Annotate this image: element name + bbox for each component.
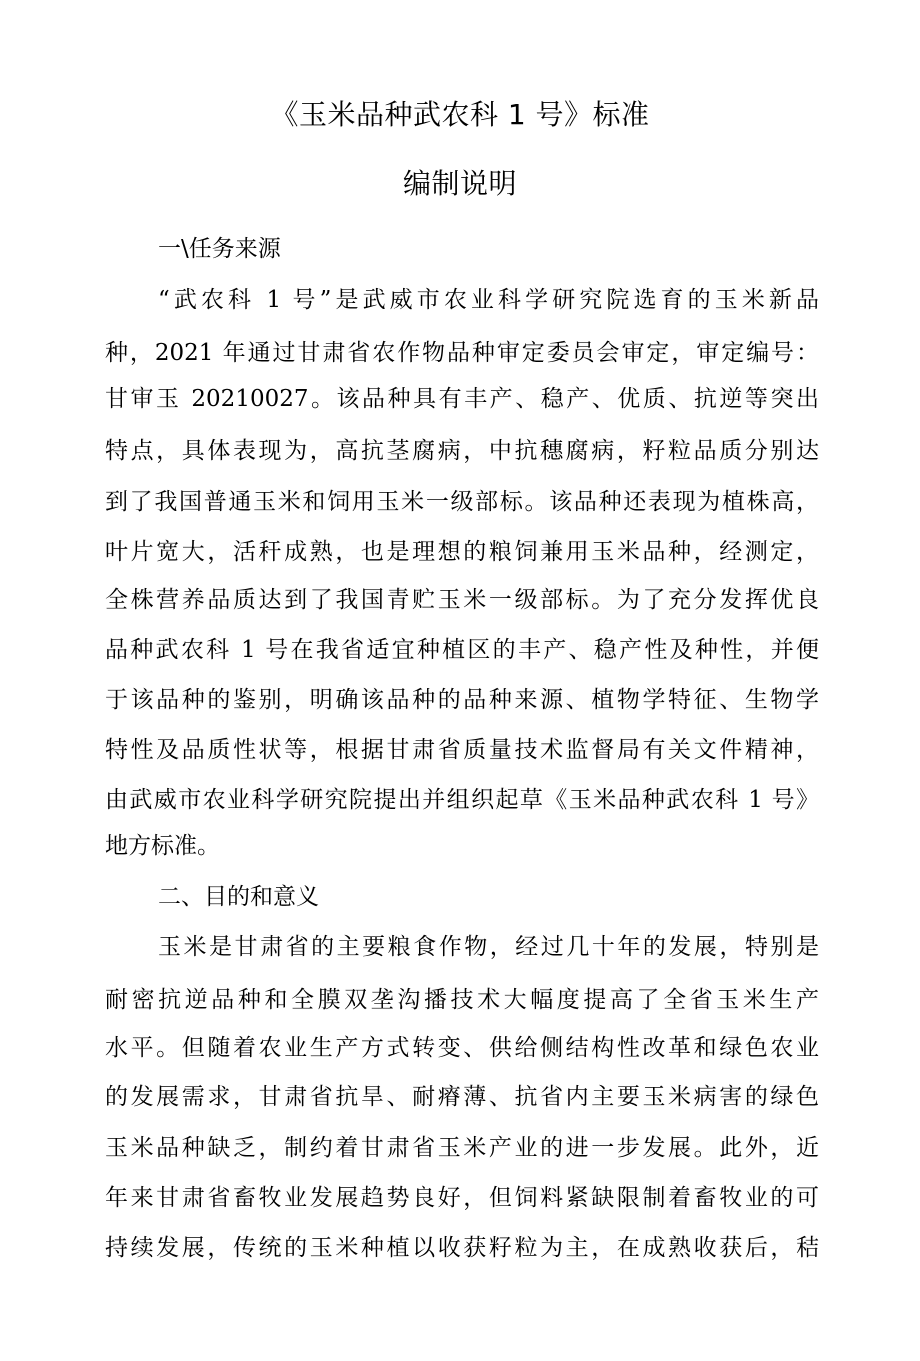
paragraph-line: 的发展需求，甘肃省抗旱、耐瘠薄、抗省内主要玉米病害的绿色 bbox=[105, 1084, 819, 1110]
document-title: 《玉米品种武农科 1 号》标准 bbox=[270, 98, 650, 131]
paragraph-line: “武农科 1 号”是武威市农业科学研究院选育的玉米新品 bbox=[158, 287, 819, 313]
paragraph-line: 种，2021 年通过甘肃省农作物品种审定委员会审定，审定编号： bbox=[105, 340, 819, 366]
paragraph-line: 水平。但随着农业生产方式转变、供给侧结构性改革和绿色农业 bbox=[105, 1035, 819, 1061]
paragraph-line: 特性及品质性状等，根据甘肃省质量技术监督局有关文件精神， bbox=[105, 737, 819, 763]
paragraph-line: 地方标准。 bbox=[105, 833, 220, 859]
paragraph-line: 甘审玉 20210027。该品种具有丰产、稳产、优质、抗逆等突出 bbox=[105, 386, 819, 412]
paragraph-line: 叶片宽大，活秆成熟，也是理想的粮饲兼用玉米品种，经测定， bbox=[105, 539, 819, 565]
section-heading-task-source: 一\任务来源 bbox=[158, 236, 281, 262]
paragraph-line: 玉米品种缺乏，制约着甘肃省玉米产业的进一步发展。此外，近 bbox=[105, 1135, 819, 1161]
paragraph-line: 特点，具体表现为，高抗茎腐病，中抗穗腐病，籽粒品质分别达 bbox=[105, 438, 819, 464]
paragraph-line: 品种武农科 1 号在我省适宜种植区的丰产、稳产性及种性，并便 bbox=[105, 637, 819, 663]
paragraph-line: 于该品种的鉴别，明确该品种的品种来源、植物学特征、生物学 bbox=[105, 687, 819, 713]
paragraph-line: 耐密抗逆品种和全膜双垄沟播技术大幅度提高了全省玉米生产 bbox=[105, 987, 819, 1013]
paragraph-line: 由武威市农业科学研究院提出并组织起草《玉米品种武农科 1 号》 bbox=[105, 787, 819, 813]
paragraph-line: 玉米是甘肃省的主要粮食作物，经过几十年的发展，特别是 bbox=[158, 934, 819, 960]
paragraph-line: 年来甘肃省畜牧业发展趋势良好，但饲料紧缺限制着畜牧业的可 bbox=[105, 1185, 819, 1211]
paragraph-line: 全株营养品质达到了我国青贮玉米一级部标。为了充分发挥优良 bbox=[105, 587, 819, 613]
document-subtitle: 编制说明 bbox=[402, 167, 517, 200]
paragraph-line: 持续发展，传统的玉米种植以收获籽粒为主，在成熟收获后，秸 bbox=[105, 1235, 819, 1261]
paragraph-line: 到了我国普通玉米和饲用玉米一级部标。该品种还表现为植株高， bbox=[105, 489, 819, 515]
section-heading-purpose: 二、目的和意义 bbox=[158, 884, 319, 910]
